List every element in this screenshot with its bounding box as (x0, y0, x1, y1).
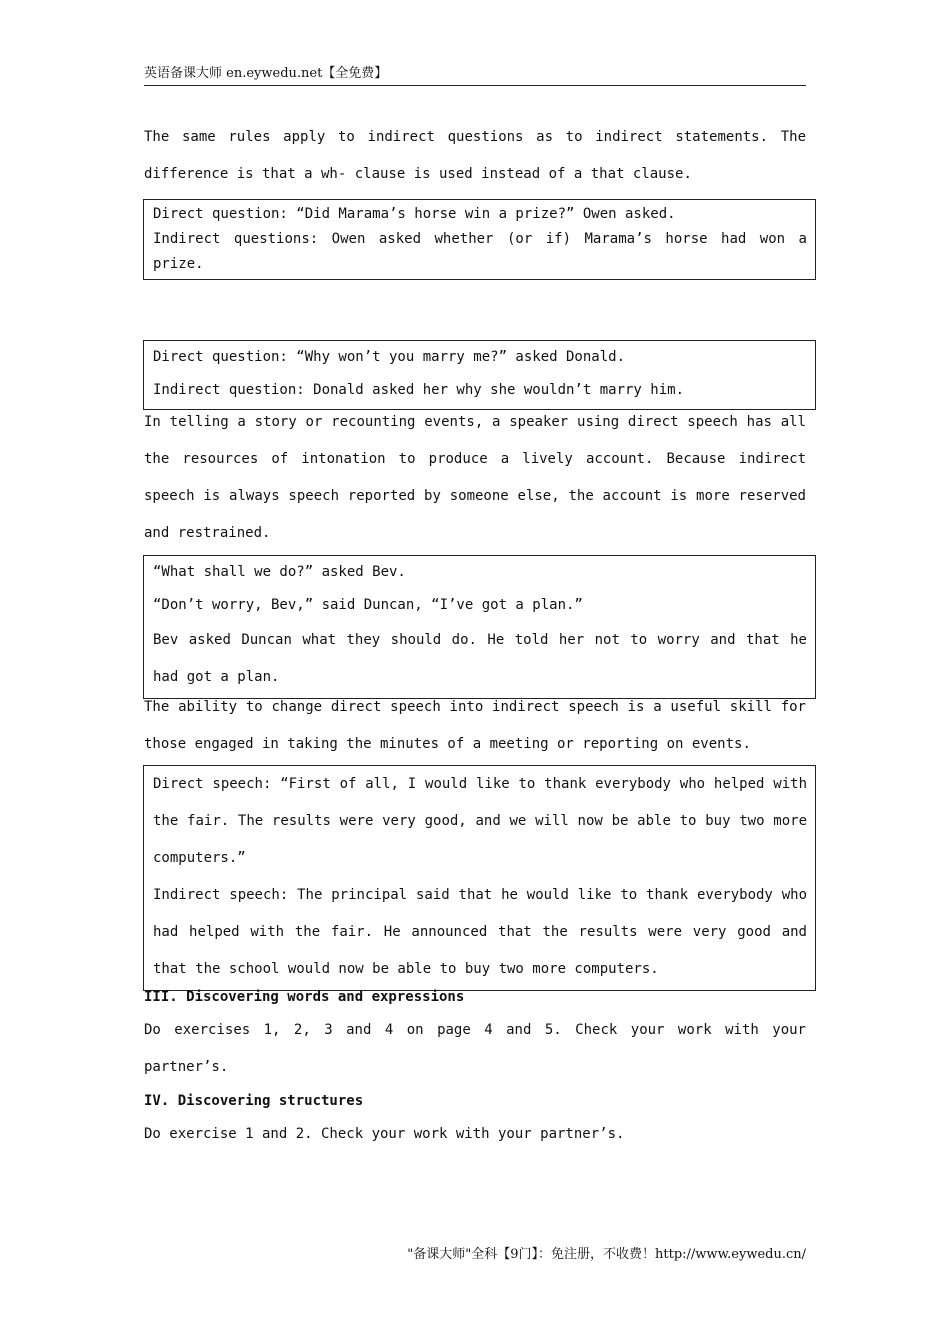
section-heading-structures: IV. Discovering structures (144, 1093, 364, 1109)
example-box-questions (143, 199, 816, 280)
direct-speech-example: Direct speech: “First of all, I would like to thank everybody who helped with the fair. The results were very good, and we will now be able to buy two more computers.” (153, 776, 807, 866)
storytelling-paragraph: In telling a story or recounting events, a speaker using direct speech has all the resources of intonation to produce a lively account. Because indirect speech is always speech reported by someone else, the account is more reserved and restrained. (144, 414, 806, 541)
dialogue-line-bev: “What shall we do?” asked Bev. (153, 564, 406, 580)
page-header: 英语备课大师 en.eywedu.net【全免费】 (144, 66, 806, 86)
section-heading-words: III. Discovering words and expressions (144, 989, 465, 1005)
indirect-question-example: Indirect question: Donald asked her why she wouldn’t marry him. (153, 382, 685, 398)
dialogue-line-duncan: “Don’t worry, Bev,” said Duncan, “I’ve got a plan.” (153, 597, 583, 613)
section-text-structures: Do exercise 1 and 2. Check your work with your partner’s. (144, 1126, 625, 1142)
example-box-dialogue (143, 555, 816, 699)
reported-dialogue: Bev asked Duncan what they should do. He told her not to worry and that he had got a plan. (153, 632, 807, 685)
example-box-marriage (143, 340, 816, 410)
example-box-speech (143, 765, 816, 991)
section-text-words: Do exercises 1, 2, 3 and 4 on page 4 and 5. Check your work with your partner’s. (144, 1022, 806, 1075)
direct-question-example: Direct question: “Why won’t you marry me?” asked Donald. (153, 349, 626, 365)
skill-paragraph: The ability to change direct speech into indirect speech is a useful skill for those engaged in taking the minutes of a meeting or reporting on events. (144, 699, 806, 752)
indirect-speech-example: Indirect speech: The principal said that he would like to thank everybody who had helped with the fair. He announced that the results were very good and that the school would now be able to buy two more computers. (153, 887, 807, 977)
page-footer: "备课大师"全科【9门】：免注册，不收费！http://www.eywedu.cn/ (407, 1247, 806, 1262)
intro-paragraph: The same rules apply to indirect questions as to indirect statements. The difference is that a wh- clause is used instead of a that clause. (144, 129, 806, 182)
direct-question-example: Direct question: “Did Marama’s horse win a prize?” Owen asked. (153, 206, 676, 222)
indirect-question-example: Indirect questions: Owen asked whether (or if) Marama’s horse had won a prize. (153, 231, 807, 272)
